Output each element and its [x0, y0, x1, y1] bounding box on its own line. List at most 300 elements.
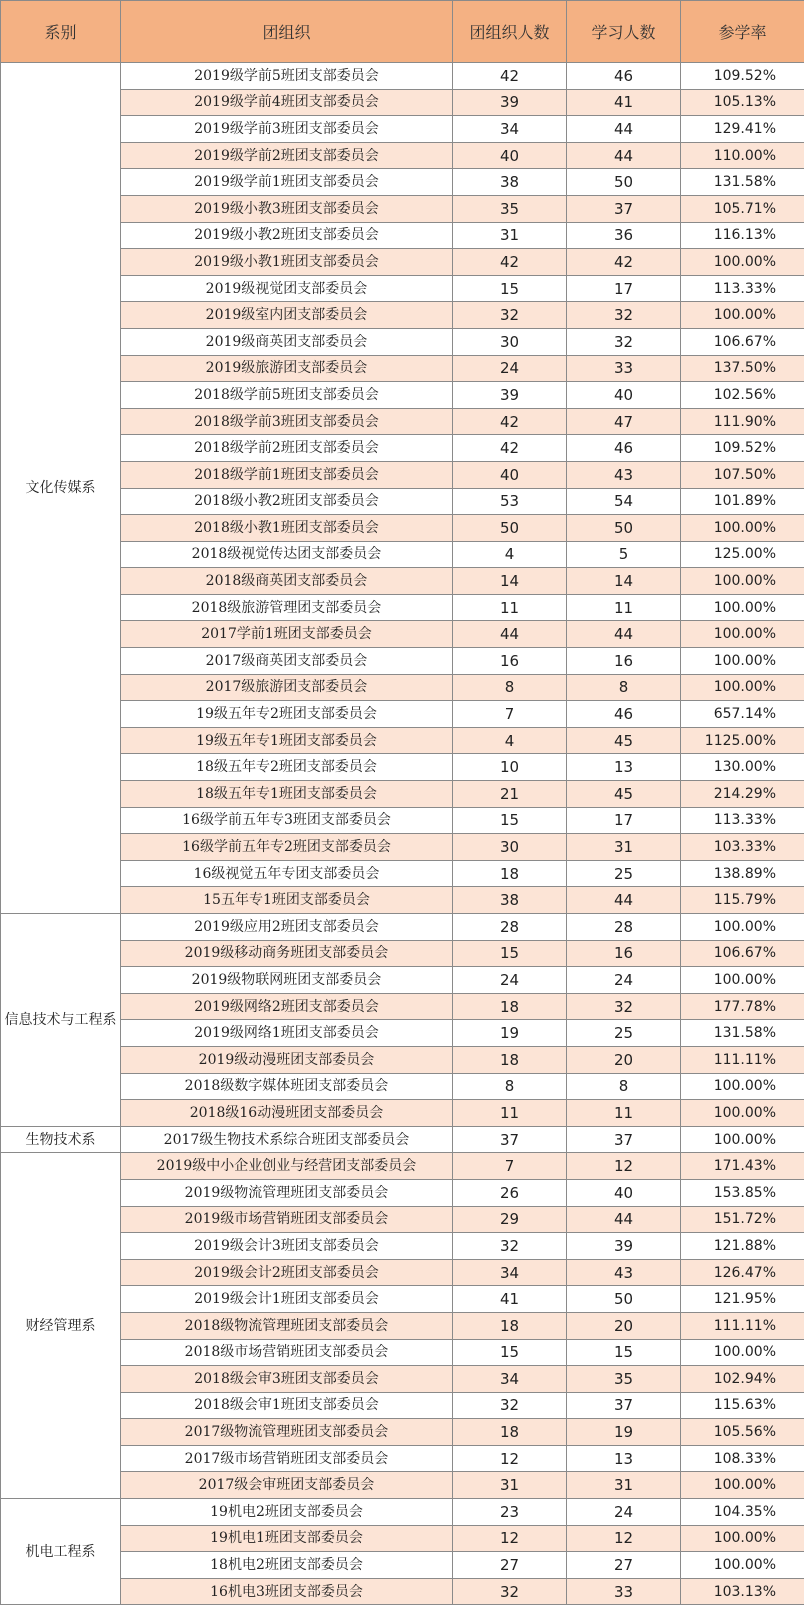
- organization-cell: 2019级中小企业创业与经营团支部委员会: [121, 1153, 453, 1180]
- table-row: [1, 515, 804, 542]
- participation-rate-cell: 214.29%: [681, 781, 804, 808]
- header-row: [1, 1, 804, 63]
- study-count-cell: 33: [567, 355, 681, 382]
- table-row: [1, 1153, 804, 1180]
- study-count-cell: 37: [567, 195, 681, 222]
- table-row: [1, 914, 804, 941]
- member-count-cell: 12: [453, 1445, 567, 1472]
- member-count-cell: 34: [453, 1366, 567, 1393]
- organization-cell: 15五年专1班团支部委员会: [121, 887, 453, 914]
- study-count-cell: 25: [567, 1020, 681, 1047]
- participation-rate-cell: 110.00%: [681, 142, 804, 169]
- member-count-cell: 7: [453, 1153, 567, 1180]
- organization-cell: 2019级小教1班团支部委员会: [121, 249, 453, 276]
- table-row: [1, 275, 804, 302]
- member-count-cell: 29: [453, 1206, 567, 1233]
- study-count-cell: 17: [567, 275, 681, 302]
- member-count-cell: 41: [453, 1286, 567, 1313]
- study-count-cell: 46: [567, 435, 681, 462]
- member-count-cell: 11: [453, 1100, 567, 1127]
- study-count-cell: 12: [567, 1153, 681, 1180]
- member-count-cell: 32: [453, 1392, 567, 1419]
- study-count-cell: 20: [567, 1046, 681, 1073]
- table-row: [1, 993, 804, 1020]
- participation-rate-cell: 109.52%: [681, 435, 804, 462]
- table-row: [1, 461, 804, 488]
- member-count-cell: 40: [453, 142, 567, 169]
- table-row: [1, 63, 804, 90]
- study-count-cell: 41: [567, 89, 681, 116]
- member-count-cell: 15: [453, 940, 567, 967]
- participation-rate-cell: 100.00%: [681, 1073, 804, 1100]
- table-row: [1, 887, 804, 914]
- member-count-cell: 50: [453, 515, 567, 542]
- study-count-cell: 12: [567, 1525, 681, 1552]
- member-count-cell: 23: [453, 1499, 567, 1526]
- table-row: [1, 754, 804, 781]
- participation-rate-cell: 129.41%: [681, 116, 804, 143]
- participation-rate-cell: 116.13%: [681, 222, 804, 249]
- member-count-cell: 15: [453, 807, 567, 834]
- participation-rate-cell: 106.67%: [681, 328, 804, 355]
- member-count-cell: 10: [453, 754, 567, 781]
- member-count-cell: 31: [453, 222, 567, 249]
- participation-rate-cell: 100.00%: [681, 1126, 804, 1153]
- member-count-cell: 4: [453, 541, 567, 568]
- study-count-cell: 39: [567, 1233, 681, 1260]
- member-count-cell: 28: [453, 914, 567, 941]
- organization-cell: 16级学前五年专3班团支部委员会: [121, 807, 453, 834]
- organization-cell: 2018级学前2班团支部委员会: [121, 435, 453, 462]
- study-count-cell: 50: [567, 169, 681, 196]
- participation-rate-cell: 121.88%: [681, 1233, 804, 1260]
- member-count-cell: 42: [453, 408, 567, 435]
- table-row: [1, 834, 804, 861]
- participation-rate-cell: 111.11%: [681, 1046, 804, 1073]
- member-count-cell: 12: [453, 1525, 567, 1552]
- organization-cell: 2018级旅游管理团支部委员会: [121, 594, 453, 621]
- organization-cell: 2019级小教3班团支部委员会: [121, 195, 453, 222]
- study-count-cell: 47: [567, 408, 681, 435]
- participation-rate-cell: 1125.00%: [681, 727, 804, 754]
- organization-cell: 2019级学前3班团支部委员会: [121, 116, 453, 143]
- member-count-cell: 18: [453, 1312, 567, 1339]
- table-row: [1, 382, 804, 409]
- table-row: [1, 142, 804, 169]
- participation-rate-cell: 113.33%: [681, 275, 804, 302]
- department-cell: 生物技术系: [1, 1126, 121, 1153]
- member-count-cell: 53: [453, 488, 567, 515]
- organization-cell: 2019级动漫班团支部委员会: [121, 1046, 453, 1073]
- table-row: [1, 701, 804, 728]
- member-count-cell: 39: [453, 89, 567, 116]
- study-count-cell: 16: [567, 648, 681, 675]
- table-row: [1, 222, 804, 249]
- participation-rate-cell: 105.56%: [681, 1419, 804, 1446]
- study-count-cell: 54: [567, 488, 681, 515]
- table-row: [1, 1100, 804, 1127]
- study-count-cell: 32: [567, 993, 681, 1020]
- study-count-cell: 50: [567, 1286, 681, 1313]
- study-count-cell: 45: [567, 727, 681, 754]
- organization-cell: 2018级视觉传达团支部委员会: [121, 541, 453, 568]
- member-count-cell: 38: [453, 169, 567, 196]
- participation-rate-cell: 105.13%: [681, 89, 804, 116]
- participation-rate-cell: 137.50%: [681, 355, 804, 382]
- member-count-cell: 32: [453, 302, 567, 329]
- participation-rate-cell: 100.00%: [681, 621, 804, 648]
- participation-rate-cell: 115.63%: [681, 1392, 804, 1419]
- study-count-cell: 44: [567, 116, 681, 143]
- organization-cell: 2019级室内团支部委员会: [121, 302, 453, 329]
- table-row: [1, 1312, 804, 1339]
- table-row: [1, 1392, 804, 1419]
- study-count-cell: 44: [567, 1206, 681, 1233]
- participation-rate-cell: 102.94%: [681, 1366, 804, 1393]
- study-count-cell: 35: [567, 1366, 681, 1393]
- member-count-cell: 7: [453, 701, 567, 728]
- organization-cell: 2018级物流管理班团支部委员会: [121, 1312, 453, 1339]
- table-row: [1, 169, 804, 196]
- participation-rate-cell: 100.00%: [681, 594, 804, 621]
- study-count-cell: 31: [567, 834, 681, 861]
- table-row: [1, 1366, 804, 1393]
- organization-cell: 19级五年专2班团支部委员会: [121, 701, 453, 728]
- table-row: [1, 1419, 804, 1446]
- participation-rate-cell: 109.52%: [681, 63, 804, 90]
- participation-rate-cell: 100.00%: [681, 249, 804, 276]
- member-count-cell: 16: [453, 648, 567, 675]
- header-participation-rate: 参学率: [681, 1, 804, 63]
- member-count-cell: 4: [453, 727, 567, 754]
- member-count-cell: 42: [453, 435, 567, 462]
- participation-rate-cell: 100.00%: [681, 568, 804, 595]
- member-count-cell: 40: [453, 461, 567, 488]
- participation-rate-cell: 100.00%: [681, 1525, 804, 1552]
- member-count-cell: 34: [453, 116, 567, 143]
- participation-rate-cell: 100.00%: [681, 1339, 804, 1366]
- participation-rate-cell: 100.00%: [681, 1100, 804, 1127]
- organization-cell: 2018级市场营销班团支部委员会: [121, 1339, 453, 1366]
- organization-cell: 2018级商英团支部委员会: [121, 568, 453, 595]
- participation-rate-cell: 100.00%: [681, 967, 804, 994]
- participation-rate-cell: 100.00%: [681, 515, 804, 542]
- participation-rate-cell: 177.78%: [681, 993, 804, 1020]
- study-count-cell: 37: [567, 1392, 681, 1419]
- participation-rate-cell: 131.58%: [681, 169, 804, 196]
- participation-rate-cell: 153.85%: [681, 1179, 804, 1206]
- table-row: [1, 967, 804, 994]
- table-row: [1, 328, 804, 355]
- study-count-cell: 17: [567, 807, 681, 834]
- table-row: [1, 621, 804, 648]
- header-department: 系别: [1, 1, 121, 63]
- table-row: [1, 1046, 804, 1073]
- table-row: [1, 1286, 804, 1313]
- organization-cell: 2019级会计2班团支部委员会: [121, 1259, 453, 1286]
- organization-cell: 18级五年专1班团支部委员会: [121, 781, 453, 808]
- table-row: [1, 1339, 804, 1366]
- organization-cell: 18级五年专2班团支部委员会: [121, 754, 453, 781]
- participation-rate-cell: 111.90%: [681, 408, 804, 435]
- participation-rate-cell: 113.33%: [681, 807, 804, 834]
- study-count-cell: 44: [567, 887, 681, 914]
- study-count-cell: 13: [567, 1445, 681, 1472]
- study-count-cell: 16: [567, 940, 681, 967]
- table-row: [1, 940, 804, 967]
- study-count-cell: 19: [567, 1419, 681, 1446]
- participation-rate-cell: 100.00%: [681, 674, 804, 701]
- member-count-cell: 11: [453, 594, 567, 621]
- study-count-cell: 43: [567, 1259, 681, 1286]
- organization-cell: 2018级数字媒体班团支部委员会: [121, 1073, 453, 1100]
- organization-cell: 2019级应用2班团支部委员会: [121, 914, 453, 941]
- header-organization: 团组织: [121, 1, 453, 63]
- member-count-cell: 32: [453, 1233, 567, 1260]
- participation-rate-cell: 126.47%: [681, 1259, 804, 1286]
- member-count-cell: 15: [453, 1339, 567, 1366]
- member-count-cell: 37: [453, 1126, 567, 1153]
- member-count-cell: 26: [453, 1179, 567, 1206]
- member-count-cell: 31: [453, 1472, 567, 1499]
- table-row: [1, 648, 804, 675]
- table-row: [1, 355, 804, 382]
- organization-cell: 19级五年专1班团支部委员会: [121, 727, 453, 754]
- member-count-cell: 42: [453, 249, 567, 276]
- organization-cell: 2018级会审1班团支部委员会: [121, 1392, 453, 1419]
- participation-rate-cell: 121.95%: [681, 1286, 804, 1313]
- organization-cell: 2019级小教2班团支部委员会: [121, 222, 453, 249]
- study-count-cell: 24: [567, 1499, 681, 1526]
- organization-cell: 2019级会计1班团支部委员会: [121, 1286, 453, 1313]
- participation-rate-cell: 100.00%: [681, 302, 804, 329]
- participation-rate-cell: 103.13%: [681, 1578, 804, 1605]
- study-count-cell: 11: [567, 1100, 681, 1127]
- table-row: [1, 674, 804, 701]
- table-row: [1, 860, 804, 887]
- table-row: [1, 1472, 804, 1499]
- study-count-cell: 33: [567, 1578, 681, 1605]
- table-row: [1, 116, 804, 143]
- table-row: [1, 1073, 804, 1100]
- organization-cell: 2019级移动商务班团支部委员会: [121, 940, 453, 967]
- table-row: [1, 435, 804, 462]
- study-count-cell: 32: [567, 302, 681, 329]
- study-count-cell: 40: [567, 1179, 681, 1206]
- member-count-cell: 30: [453, 328, 567, 355]
- table-row: [1, 781, 804, 808]
- organization-cell: 2018级学前3班团支部委员会: [121, 408, 453, 435]
- study-count-cell: 43: [567, 461, 681, 488]
- organization-cell: 16级视觉五年专团支部委员会: [121, 860, 453, 887]
- study-count-cell: 8: [567, 1073, 681, 1100]
- table-row: [1, 1233, 804, 1260]
- member-count-cell: 18: [453, 1046, 567, 1073]
- participation-rate-cell: 111.11%: [681, 1312, 804, 1339]
- header-study-count: 学习人数: [567, 1, 681, 63]
- participation-rate-cell: 138.89%: [681, 860, 804, 887]
- organization-cell: 2019级学前1班团支部委员会: [121, 169, 453, 196]
- organization-cell: 2018级学前5班团支部委员会: [121, 382, 453, 409]
- participation-rate-cell: 657.14%: [681, 701, 804, 728]
- study-count-cell: 5: [567, 541, 681, 568]
- organization-cell: 18机电2班团支部委员会: [121, 1552, 453, 1579]
- study-count-cell: 42: [567, 249, 681, 276]
- study-count-cell: 32: [567, 328, 681, 355]
- member-count-cell: 18: [453, 860, 567, 887]
- table-row: [1, 89, 804, 116]
- study-count-cell: 8: [567, 674, 681, 701]
- table-row: [1, 1445, 804, 1472]
- participation-rate-cell: 100.00%: [681, 648, 804, 675]
- organization-cell: 2019级学前5班团支部委员会: [121, 63, 453, 90]
- study-count-cell: 24: [567, 967, 681, 994]
- organization-cell: 2018级学前1班团支部委员会: [121, 461, 453, 488]
- member-count-cell: 8: [453, 674, 567, 701]
- participation-rate-cell: 115.79%: [681, 887, 804, 914]
- organization-cell: 2019级会计3班团支部委员会: [121, 1233, 453, 1260]
- table-row: [1, 1020, 804, 1047]
- member-count-cell: 44: [453, 621, 567, 648]
- organization-cell: 2017级物流管理班团支部委员会: [121, 1419, 453, 1446]
- organization-cell: 16级学前五年专2班团支部委员会: [121, 834, 453, 861]
- participation-rate-cell: 105.71%: [681, 195, 804, 222]
- member-count-cell: 30: [453, 834, 567, 861]
- organization-cell: 16机电3班团支部委员会: [121, 1578, 453, 1605]
- department-cell: 信息技术与工程系: [1, 914, 121, 1127]
- table-row: [1, 249, 804, 276]
- organization-cell: 2019级市场营销班团支部委员会: [121, 1206, 453, 1233]
- participation-rate-cell: 101.89%: [681, 488, 804, 515]
- department-cell: 机电工程系: [1, 1499, 121, 1605]
- organization-cell: 2019级学前4班团支部委员会: [121, 89, 453, 116]
- table-row: [1, 1206, 804, 1233]
- participation-rate-cell: 100.00%: [681, 914, 804, 941]
- department-cell: 财经管理系: [1, 1153, 121, 1499]
- study-count-cell: 27: [567, 1552, 681, 1579]
- study-count-cell: 45: [567, 781, 681, 808]
- organization-cell: 2018级会审3班团支部委员会: [121, 1366, 453, 1393]
- participation-rate-cell: 131.58%: [681, 1020, 804, 1047]
- member-count-cell: 32: [453, 1578, 567, 1605]
- organization-cell: 19机电1班团支部委员会: [121, 1525, 453, 1552]
- member-count-cell: 21: [453, 781, 567, 808]
- header-member-count: 团组织人数: [453, 1, 567, 63]
- table-row: [1, 195, 804, 222]
- member-count-cell: 24: [453, 967, 567, 994]
- organization-cell: 2018级小教1班团支部委员会: [121, 515, 453, 542]
- study-count-cell: 15: [567, 1339, 681, 1366]
- member-count-cell: 8: [453, 1073, 567, 1100]
- member-count-cell: 27: [453, 1552, 567, 1579]
- member-count-cell: 34: [453, 1259, 567, 1286]
- study-count-cell: 28: [567, 914, 681, 941]
- study-count-cell: 40: [567, 382, 681, 409]
- organization-cell: 2019级物流管理班团支部委员会: [121, 1179, 453, 1206]
- organization-cell: 2017级旅游团支部委员会: [121, 674, 453, 701]
- table-row: [1, 541, 804, 568]
- participation-rate-cell: 107.50%: [681, 461, 804, 488]
- member-count-cell: 42: [453, 63, 567, 90]
- participation-rate-cell: 104.35%: [681, 1499, 804, 1526]
- study-count-cell: 46: [567, 63, 681, 90]
- participation-rate-cell: 171.43%: [681, 1153, 804, 1180]
- participation-rate-cell: 125.00%: [681, 541, 804, 568]
- participation-rate-cell: 102.56%: [681, 382, 804, 409]
- organization-cell: 2019级商英团支部委员会: [121, 328, 453, 355]
- table-row: [1, 302, 804, 329]
- organization-cell: 2019级网络1班团支部委员会: [121, 1020, 453, 1047]
- table-row: [1, 1552, 804, 1579]
- participation-rate-cell: 100.00%: [681, 1472, 804, 1499]
- organization-cell: 2017级市场营销班团支部委员会: [121, 1445, 453, 1472]
- member-count-cell: 15: [453, 275, 567, 302]
- organization-cell: 2019级旅游团支部委员会: [121, 355, 453, 382]
- member-count-cell: 18: [453, 993, 567, 1020]
- organization-cell: 2017学前1班团支部委员会: [121, 621, 453, 648]
- organization-cell: 2017级商英团支部委员会: [121, 648, 453, 675]
- member-count-cell: 14: [453, 568, 567, 595]
- member-count-cell: 38: [453, 887, 567, 914]
- participation-rate-cell: 130.00%: [681, 754, 804, 781]
- member-count-cell: 18: [453, 1419, 567, 1446]
- study-count-cell: 37: [567, 1126, 681, 1153]
- participation-rate-cell: 100.00%: [681, 1552, 804, 1579]
- organization-cell: 19机电2班团支部委员会: [121, 1499, 453, 1526]
- study-count-cell: 46: [567, 701, 681, 728]
- member-count-cell: 24: [453, 355, 567, 382]
- organization-cell: 2019级视觉团支部委员会: [121, 275, 453, 302]
- study-count-cell: 44: [567, 142, 681, 169]
- table-row: [1, 1259, 804, 1286]
- participation-rate-cell: 151.72%: [681, 1206, 804, 1233]
- member-count-cell: 19: [453, 1020, 567, 1047]
- member-count-cell: 35: [453, 195, 567, 222]
- organization-cell: 2019级学前2班团支部委员会: [121, 142, 453, 169]
- organization-cell: 2019级物联网班团支部委员会: [121, 967, 453, 994]
- organization-cell: 2017级生物技术系综合班团支部委员会: [121, 1126, 453, 1153]
- study-count-cell: 36: [567, 222, 681, 249]
- study-count-cell: 25: [567, 860, 681, 887]
- study-count-cell: 14: [567, 568, 681, 595]
- participation-rate-cell: 108.33%: [681, 1445, 804, 1472]
- organization-cell: 2017级会审班团支部委员会: [121, 1472, 453, 1499]
- study-count-cell: 20: [567, 1312, 681, 1339]
- table-row: [1, 1525, 804, 1552]
- department-cell: 文化传媒系: [1, 63, 121, 914]
- organization-cell: 2018级小教2班团支部委员会: [121, 488, 453, 515]
- table-row: [1, 727, 804, 754]
- organization-cell: 2018级16动漫班团支部委员会: [121, 1100, 453, 1127]
- participation-rate-cell: 106.67%: [681, 940, 804, 967]
- table-row: [1, 594, 804, 621]
- study-count-cell: 44: [567, 621, 681, 648]
- table-row: [1, 1499, 804, 1526]
- table-body: [1, 63, 804, 1605]
- study-count-cell: 31: [567, 1472, 681, 1499]
- table-row: [1, 568, 804, 595]
- study-count-cell: 13: [567, 754, 681, 781]
- member-count-cell: 39: [453, 382, 567, 409]
- table-row: [1, 1126, 804, 1153]
- table-row: [1, 488, 804, 515]
- table-row: [1, 807, 804, 834]
- study-count-cell: 11: [567, 594, 681, 621]
- participation-rate-cell: 103.33%: [681, 834, 804, 861]
- table-row: [1, 408, 804, 435]
- table-row: [1, 1578, 804, 1605]
- study-count-cell: 50: [567, 515, 681, 542]
